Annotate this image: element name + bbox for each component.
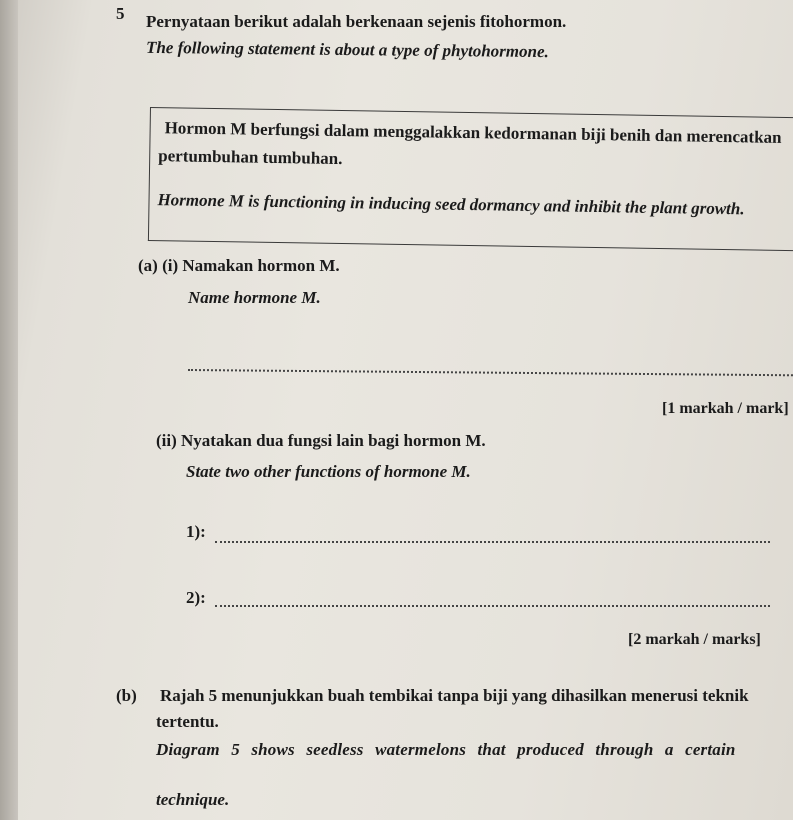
part-a-i-english-prompt: Name hormone M. [188,288,321,307]
part-a-ii-item1-label: 1): [186,522,206,541]
statement-box [148,107,793,251]
statement-english: Hormone M is functioning in inducing seed dormancy and inhibit the plant growth. [157,190,745,219]
part-b-english-line1: Diagram 5 shows seedless watermelons that produced through a certain [156,740,736,759]
part-a-ii-label: (ii) Nyatakan dua fungsi lain bagi hormon M. [156,431,486,450]
part-b-malay-line1: Rajah 5 menunjukkan buah tembikai tanpa biji yang dihasilkan menerusi teknik [160,686,749,705]
statement-malay-line1: Hormon M berfungsi dalam menggalakkan kedormanan biji benih dan merencatkan [164,118,782,147]
question-intro-english: The following statement is about a type of phytohormone. [145,37,549,62]
part-a-ii-marks: [2 markah / marks] [628,631,761,648]
part-b-malay-line2: tertentu. [156,712,219,731]
question-number: 5 [116,4,125,23]
part-b-english-line2: technique. [156,790,230,809]
part-b-label: (b) [116,686,137,705]
part-a-ii-item2-label: 2): [186,588,206,607]
part-a-ii-english-prompt: State two other functions of hormone M. [186,462,471,481]
page-binding-shadow [0,0,18,820]
part-a-ii-answer-line-2[interactable] [215,604,770,607]
statement-malay-line2: pertumbuhan tumbuhan. [158,146,343,169]
part-a-i-answer-line[interactable] [188,368,793,376]
question-intro-malay: Pernyataan berikut adalah berkenaan sejenis fitohormon. [146,12,567,31]
part-a-ii-answer-line-1[interactable] [215,540,770,543]
part-a-i-marks: [1 markah / mark] [662,400,789,417]
part-a-i-label: (a) (i) Namakan hormon M. [138,256,340,275]
